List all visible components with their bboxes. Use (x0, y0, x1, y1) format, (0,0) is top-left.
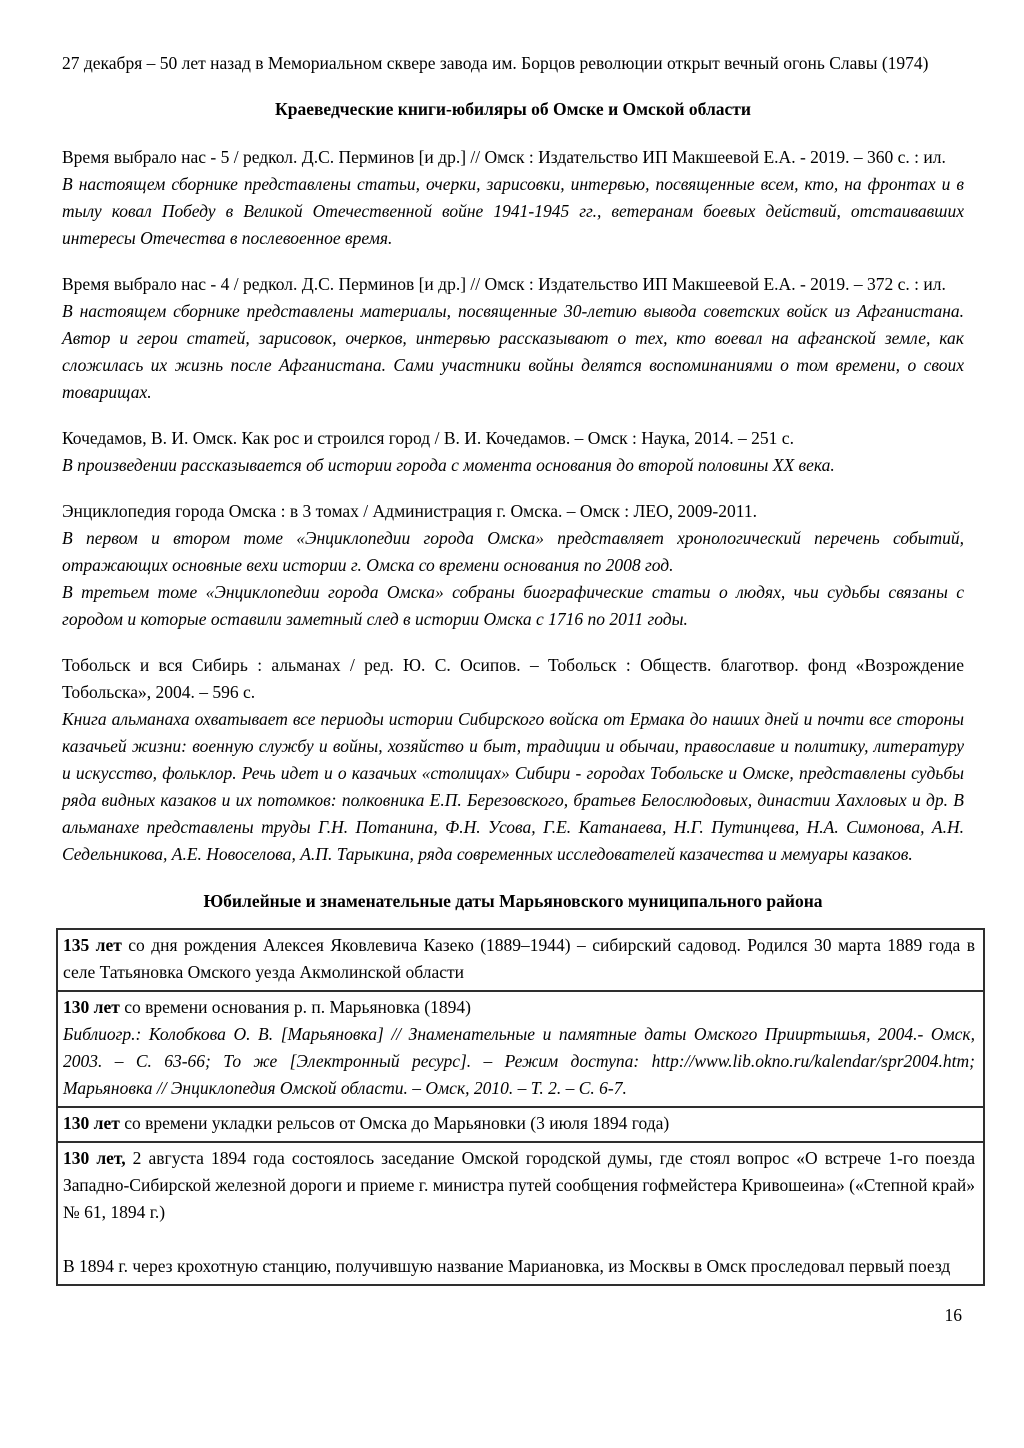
table-cell (57, 1107, 984, 1142)
book-annotation: Книга альманаха охватывает все периоды истории Сибирского войска от Ермака до наших дней и почти все стороны казачьей жизни: военную службу и войны, хозяйство и быт, традиции и обычаи, православие и политику, литературу и искусство, фольклор. Речь идет и о казачьих «столицах» Сибири - городах Тобольске и Омске, представлены судьбы ряда видных казаков и их потомков: полковника Е.П. Березовского, братьев Белослюдовых, династии Хахловых и др. В альманахе представлены труды Г.Н. Потанина, Ф.Н. Усова, Г.Е. Катанаева, Н.Г. Путинцева, Н.А. Симонова, А.Н. Седельникова, А.Е. Новоселова, А.П. Тарыкина, ряда современных исследователей казачества и мемуары казаков. (62, 709, 964, 864)
table-cell (57, 929, 984, 991)
book-annotation: В третьем томе «Энциклопедии города Омска» собраны биографические статьи о людях, чьи судьбы связаны с городом и которые оставили заметный след в истории Омска с 1716 по 2011 годы. (62, 582, 964, 629)
table-row (57, 991, 984, 1107)
book-annotation: В произведении рассказывается об истории города с момента основания до второй половины XX века. (62, 455, 835, 475)
table-cell (57, 1142, 984, 1285)
book-entry (62, 652, 964, 868)
book-entry (62, 144, 964, 252)
dates-table (56, 928, 985, 1286)
row-text: со времени укладки рельсов от Омска до Марьяновки (3 июля 1894 года) (119, 1113, 670, 1133)
book-citation: Время выбрало нас - 5 / редкол. Д.С. Перминов [и др.] // Омск : Издательство ИП Макшеевой Е.А. - 2019. – 360 с. : ил. (62, 147, 946, 167)
book-entry (62, 271, 964, 406)
row-lead: 130 лет, (63, 1148, 126, 1168)
row-text: со времени основания р. п. Марьяновка (1894) (119, 997, 471, 1017)
row-lead: 130 лет (63, 1113, 120, 1133)
table-cell (57, 991, 984, 1107)
table-row (57, 1107, 984, 1142)
book-annotation: В первом и втором томе «Энциклопедии города Омска» представляет хронологический перечень событий, отражающих основные вехи истории г. Омска со времени основания по 2008 год. (62, 528, 964, 575)
row-text: со дня рождения Алексея Яковлевича Казеко (1889–1944) – сибирский садовод. Родился 30 марта 1889 года в селе Татьяновка Омского уезда Акмолинской области (63, 935, 975, 982)
row-extra-paragraph: В 1894 г. через крохотную станцию, получившую название Мариановка, из Москвы в Омск проследовал первый поезд (63, 1256, 951, 1276)
table-row (57, 929, 984, 991)
book-entry (62, 425, 964, 479)
book-citation: Кочедамов, В. И. Омск. Как рос и строился город / В. И. Кочедамов. – Омск : Наука, 2014. – 251 с. (62, 428, 794, 448)
book-citation: Тобольск и вся Сибирь : альманах / ред. Ю. С. Осипов. – Тобольск : Обществ. благотвор. фонд «Возрождение Тобольска», 2004. – 596 с. (62, 655, 964, 702)
book-annotation: В настоящем сборнике представлены статьи, очерки, зарисовки, интервью, посвященные всем, кто, на фронтах и в тылу ковал Победу в Великой Отечественной войне 1941-1945 гг., ветеранам боевых действий, отстаивавших интересы Отечества в послевоенное время. (62, 174, 964, 248)
intro-paragraph: 27 декабря – 50 лет назад в Мемориальном сквере завода им. Борцов революции открыт вечный огонь Славы (1974) (62, 53, 929, 73)
row-lead: 130 лет (63, 997, 120, 1017)
books-section-heading: Краеведческие книги-юбиляры об Омске и Омской области (275, 99, 751, 119)
book-citation: Энциклопедия города Омска : в 3 томах / Администрация г. Омска. – Омск : ЛЕО, 2009-2011. (62, 501, 757, 521)
page-number: 16 (944, 1305, 962, 1325)
dates-section-heading: Юбилейные и знаменательные даты Марьяновского муниципального района (203, 891, 823, 911)
book-citation: Время выбрало нас - 4 / редкол. Д.С. Перминов [и др.] // Омск : Издательство ИП Макшеевой Е.А. - 2019. – 372 с. : ил. (62, 274, 946, 294)
row-bibliography-note: Библиогр.: Колобкова О. В. [Марьяновка] // Знаменательные и памятные даты Омского Прииртышья, 2004.- Омск, 2003. – С. 63-66; То же [Электронный ресурс]. – Режим доступа: http://www.lib.okno.ru/kalendar/spr2004.htm; Марьяновка // Энциклопедия Омской области. – Омск, 2010. – Т. 2. – С. 6-7. (63, 1024, 975, 1098)
row-lead: 135 лет (63, 935, 122, 955)
book-entry (62, 498, 964, 633)
row-text: 2 августа 1894 года состоялось заседание Омской городской думы, где стоял вопрос «О встрече 1-го поезда Западно-Сибирской железной дороги и приеме г. министра путей сообщения гофмейстера Кривошеина» («Степной край» № 61, 1894 г.) (63, 1148, 975, 1222)
table-row (57, 1142, 984, 1285)
book-annotation: В настоящем сборнике представлены материалы, посвященные 30-летию вывода советских войск из Афганистана. Автор и герои статей, зарисовок, очерков, интервью рассказывают о тех, кто воевал на афганской земле, как сложилась их жизнь после Афганистана. Сами участники войны делятся воспоминаниями о том времени, о своих товарищах. (62, 301, 964, 402)
